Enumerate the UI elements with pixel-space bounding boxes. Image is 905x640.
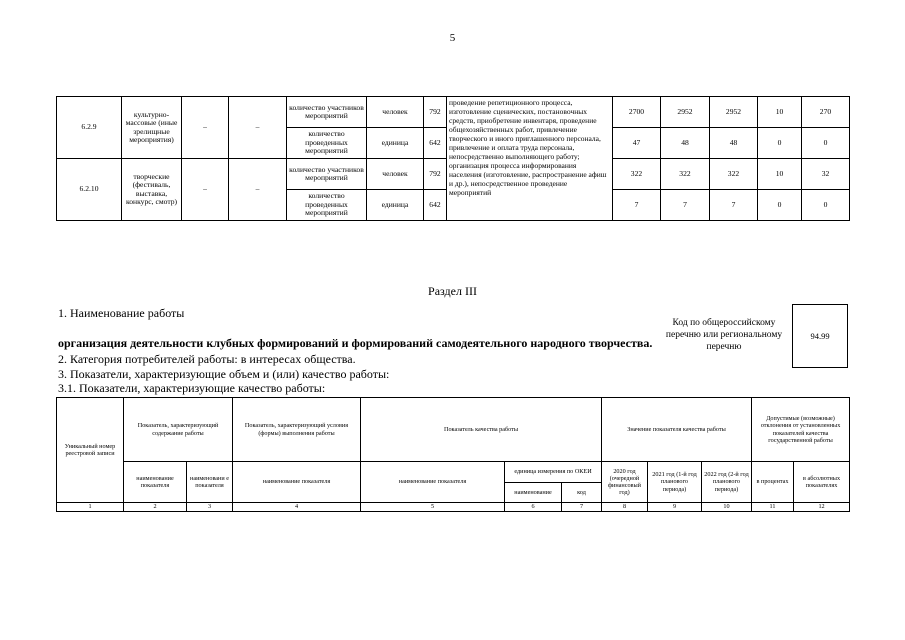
indicators-heading: 3. Показатели, характеризующие объем и (или) качество работы: (58, 367, 390, 381)
indicator-name: количество участников мероприятий (287, 159, 367, 190)
dash-cell: – (229, 159, 287, 221)
header-name: наименование показателя (233, 462, 361, 503)
dash-cell: – (229, 97, 287, 159)
deviation-percent: 10 (758, 97, 802, 128)
unit-code: 642 (424, 128, 447, 159)
value-2021: 7 (661, 190, 710, 221)
value-2020: 47 (613, 128, 661, 159)
deviation-absolute: 270 (802, 97, 850, 128)
header-name: наименование показателя (361, 462, 505, 503)
work-name-label: 1. Наименование работы (58, 306, 185, 320)
header-registry: Уникальный номер реестровой записи (57, 398, 124, 503)
value-2020: 7 (613, 190, 661, 221)
table-row (57, 97, 850, 128)
value-2020: 322 (613, 159, 661, 190)
header-unit-name: наименование (505, 483, 562, 503)
header-percent: в процентах (752, 462, 794, 503)
column-number: 4 (233, 503, 361, 512)
value-2021: 322 (661, 159, 710, 190)
column-number: 12 (794, 503, 850, 512)
column-number: 3 (187, 503, 233, 512)
unit-code: 792 (424, 97, 447, 128)
value-2020: 2700 (613, 97, 661, 128)
value-2022: 322 (710, 159, 758, 190)
top-quality-table (56, 96, 850, 221)
unit-name: человек (367, 97, 424, 128)
column-number: 5 (361, 503, 505, 512)
section-title: Раздел III (428, 284, 477, 298)
header-year-2020: 2020 год (очередной финансовый год) (602, 462, 648, 503)
table-row (57, 398, 850, 462)
header-year-2021: 2021 год (1-й год планового периода) (648, 462, 702, 503)
deviation-percent: 0 (758, 128, 802, 159)
indicator-name: количество проведенных мероприятий (287, 190, 367, 221)
deviation-absolute: 0 (802, 128, 850, 159)
unit-code: 642 (424, 190, 447, 221)
column-number: 11 (752, 503, 794, 512)
column-number: 6 (505, 503, 562, 512)
table-row (57, 503, 850, 512)
value-2022: 48 (710, 128, 758, 159)
header-name: наименовани е показателя (187, 462, 233, 503)
header-year-2022: 2022 год (2-й год планового периода) (702, 462, 752, 503)
work-name: культурно-массовые (иные зрелищные мероприятия) (122, 97, 182, 159)
value-2021: 2952 (661, 97, 710, 128)
registry-code-label: Код по общероссийскому перечню или региональному перечню (665, 318, 783, 352)
column-number: 9 (648, 503, 702, 512)
consumer-category: 2. Категория потребителей работы: в интересах общества. (58, 352, 356, 366)
quality-indicators-heading: 3.1. Показатели, характеризующие качество работы: (58, 381, 326, 395)
unit-name: единица (367, 190, 424, 221)
column-number: 10 (702, 503, 752, 512)
deviation-percent: 0 (758, 190, 802, 221)
header-values: Значение показателя качества работы (602, 398, 752, 462)
header-content: Показатель, характеризующий содержание работы (124, 398, 233, 462)
deviation-absolute: 0 (802, 190, 850, 221)
deviation-percent: 10 (758, 159, 802, 190)
indicator-name: количество проведенных мероприятий (287, 128, 367, 159)
column-number: 7 (562, 503, 602, 512)
dash-cell: – (182, 159, 229, 221)
column-number: 8 (602, 503, 648, 512)
header-name: наименование показателя (124, 462, 187, 503)
header-absolute: в абсолютных показателях (794, 462, 850, 503)
work-name: творческие (фестиваль, выставка, конкурс, смотр) (122, 159, 182, 221)
column-number: 2 (124, 503, 187, 512)
unit-name: единица (367, 128, 424, 159)
header-conditions: Показатель, характеризующий условия (формы) выполнения работы (233, 398, 361, 462)
work-description: проведение репетиционного процесса, изготовление сценических, постановочных средств, приобретение инвентаря, проведение общехозяйственных работ, привлечение творческого и иного приглашенного персонала, привлечение и оплата труда персонала, непосредственно выполняющего работу; организация процесса информирования населения (изготовление, распространение афиш и др.), непосредственное проведение мероприятий (447, 97, 613, 221)
dash-cell: – (182, 97, 229, 159)
value-2021: 48 (661, 128, 710, 159)
deviation-absolute: 32 (802, 159, 850, 190)
indicator-name: количество участников мероприятий (287, 97, 367, 128)
unit-name: человек (367, 159, 424, 190)
row-number: 6.2.9 (57, 97, 122, 159)
work-name-value: организация деятельности клубных формирований и формирований самодеятельного народного творчества. (58, 336, 653, 350)
value-2022: 7 (710, 190, 758, 221)
column-number: 1 (57, 503, 124, 512)
header-unit-okei: единица измерения по ОКЕИ (505, 462, 602, 483)
row-number: 6.2.10 (57, 159, 122, 221)
registry-code-value: 94.99 (792, 304, 848, 368)
table-row (57, 462, 850, 483)
header-unit-code: код (562, 483, 602, 503)
unit-code: 792 (424, 159, 447, 190)
header-deviation: Допустимые (возможные) отклонения от установленных показателей качества государственной работы (752, 398, 850, 462)
quality-indicators-table (56, 397, 850, 512)
value-2022: 2952 (710, 97, 758, 128)
page-number: 5 (449, 32, 456, 44)
header-quality: Показатель качества работы (361, 398, 602, 462)
